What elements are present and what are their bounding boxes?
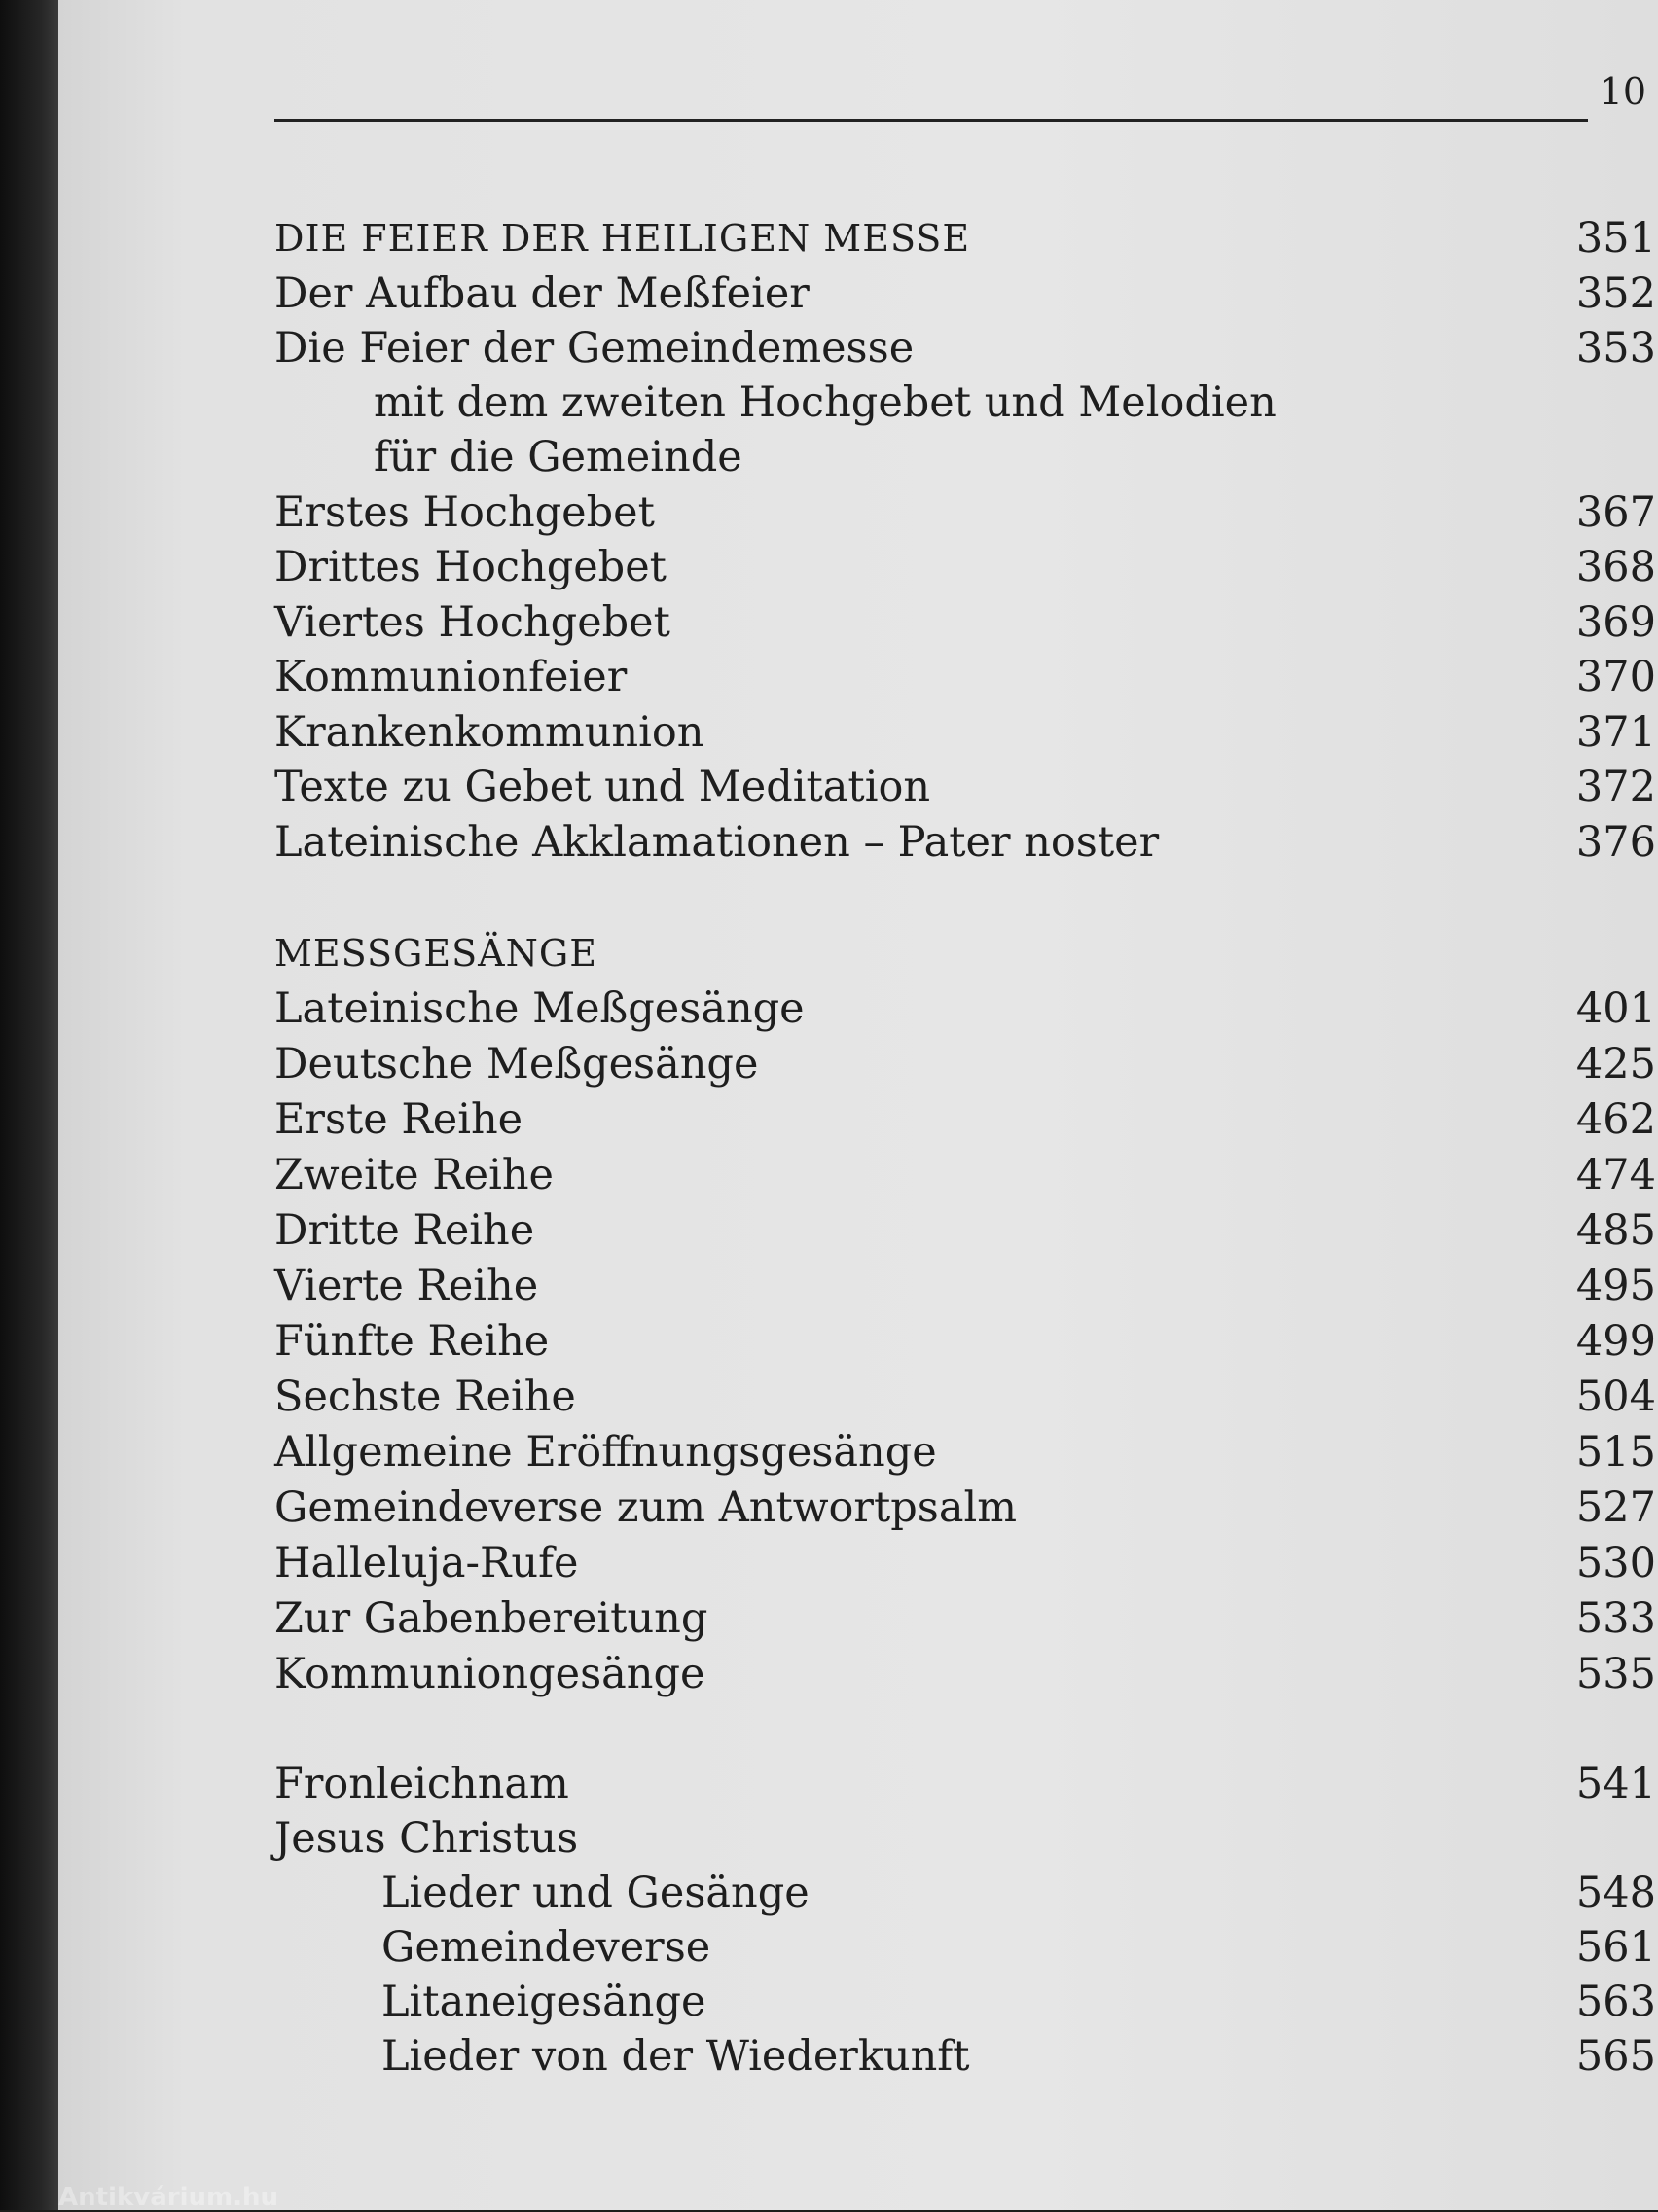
toc-entry-title: Zweite Reihe [274,1151,554,1199]
toc-entry-title: Krankenkommunion [274,708,704,757]
toc-entry-title: Dritte Reihe [274,1206,535,1255]
toc-heading-text: DIE FEIER DER HEILIGEN MESSE [274,217,971,260]
toc-entry-title: Drittes Hochgebet [274,543,667,591]
toc-entry-title: Die Feier der Gemeindemesse [274,324,915,373]
toc-entry-title: Lieder und Gesänge [381,1869,810,1917]
toc-subentry [274,1866,1656,1920]
toc-entry [274,1314,1656,1369]
toc-entry-title: Vierte Reihe [274,1262,539,1310]
toc-entry-title: Viertes Hochgebet [274,598,670,647]
toc-entry-title: Lateinische Akklamationen – Pater noster [274,818,1160,867]
toc-subentry [274,1975,1656,2029]
toc-entry-title: Fronleichnam [274,1760,569,1808]
toc-entry [274,485,1656,540]
toc-entry [274,1591,1656,1646]
watermark: Antikvárium.hu [58,2183,278,2212]
toc-entry [274,1481,1656,1535]
toc-entry-continuation [274,375,1656,430]
toc-entry [274,705,1656,760]
book-page [58,0,1658,2210]
toc-page-number: 485 [1575,1206,1656,1255]
toc-entry-title: Lieder von der Wiederkunft [381,2032,970,2081]
toc-entry [274,981,1656,1036]
toc-entry-title: für die Gemeinde [374,433,742,482]
toc-page-number: 548 [1575,1869,1656,1917]
toc-page-number: 368 [1575,543,1656,591]
toc-entry-title: Halleluja-Rufe [274,1539,579,1588]
toc-page-number: 425 [1575,1040,1656,1088]
toc-entry-title: Deutsche Meßgesänge [274,1040,759,1088]
toc-page-number: 533 [1575,1594,1656,1643]
toc-entry [274,1092,1656,1147]
toc-section-heading [274,211,1656,266]
toc-heading-text: MESSGESÄNGE [274,932,597,975]
toc-entry [274,1757,1656,1811]
toc-page-number: 563 [1575,1978,1656,2026]
toc-entry [274,650,1656,704]
toc-entry-title: Erstes Hochgebet [274,488,655,537]
toc-entry [274,1811,1656,1866]
toc-entry [274,1647,1656,1701]
toc-page-number: 504 [1575,1373,1656,1421]
toc-entry [274,540,1656,594]
toc-entry-title: Kommuniongesänge [274,1650,705,1698]
toc-subentry [274,1920,1656,1975]
toc-entry [274,760,1656,814]
book-spine [0,0,58,2210]
header-rule [274,119,1588,122]
toc-entry-title: Lateinische Meßgesänge [274,984,805,1033]
toc-entry [274,1536,1656,1590]
toc-entry-title: Texte zu Gebet und Meditation [274,763,931,811]
toc-entry [274,815,1656,870]
toc-page-number: 499 [1575,1317,1656,1366]
toc-entry [274,321,1656,375]
toc-page-number: 495 [1575,1262,1656,1310]
toc-entry [274,267,1656,321]
toc-entry-continuation [274,430,1656,484]
toc-entry-title: Der Aufbau der Meßfeier [274,269,810,318]
toc-page-number: 367 [1575,488,1656,537]
toc-entry-title: Erste Reihe [274,1095,523,1144]
toc-page-number: 370 [1575,653,1656,701]
toc-entry [274,1370,1656,1424]
toc-entry-title: Gemeindeverse [381,1923,711,1972]
toc-entry-title: Allgemeine Eröffnungsgesänge [274,1428,937,1477]
toc-entry-title: Zur Gabenbereitung [274,1594,708,1643]
toc-page-number: 401 [1575,984,1656,1033]
toc-entry [274,1203,1656,1258]
toc-page-number: 462 [1575,1095,1656,1144]
toc-page-number: 527 [1575,1483,1656,1532]
toc-page-number: 474 [1575,1151,1656,1199]
toc-page-number: 515 [1575,1428,1656,1477]
page-number: 10 [1599,70,1646,113]
toc-entry-title: Litaneigesänge [381,1978,706,2026]
toc-page-number: 530 [1575,1539,1656,1588]
toc-page-number: 372 [1575,763,1656,811]
toc-page-number: 376 [1575,818,1656,867]
toc-entry-title: mit dem zweiten Hochgebet und Melodien [374,378,1277,427]
toc-page-number: 565 [1575,2032,1656,2081]
toc-entry [274,595,1656,650]
toc-entry-title: Kommunionfeier [274,653,628,701]
toc-page-number: 371 [1575,708,1656,757]
toc-entry-title: Jesus Christus [274,1814,579,1863]
toc-page-number: 541 [1575,1760,1656,1808]
toc-entry-title: Sechste Reihe [274,1373,576,1421]
toc-entry [274,1148,1656,1202]
toc-page-number: 353 [1575,324,1656,373]
toc-page-number: 561 [1575,1923,1656,1972]
toc-section-heading [274,926,1656,981]
toc-subentry [274,2029,1656,2084]
toc-entry [274,1037,1656,1091]
toc-page-number: 352 [1575,269,1656,318]
toc-entry [274,1259,1656,1313]
toc-entry-title: Fünfte Reihe [274,1317,550,1366]
toc-entry-title: Gemeindeverse zum Antwortpsalm [274,1483,1018,1532]
toc-entry [274,1425,1656,1480]
toc-page-number: 535 [1575,1650,1656,1698]
toc-page-number: 351 [1575,214,1656,263]
toc-page-number: 369 [1575,598,1656,647]
